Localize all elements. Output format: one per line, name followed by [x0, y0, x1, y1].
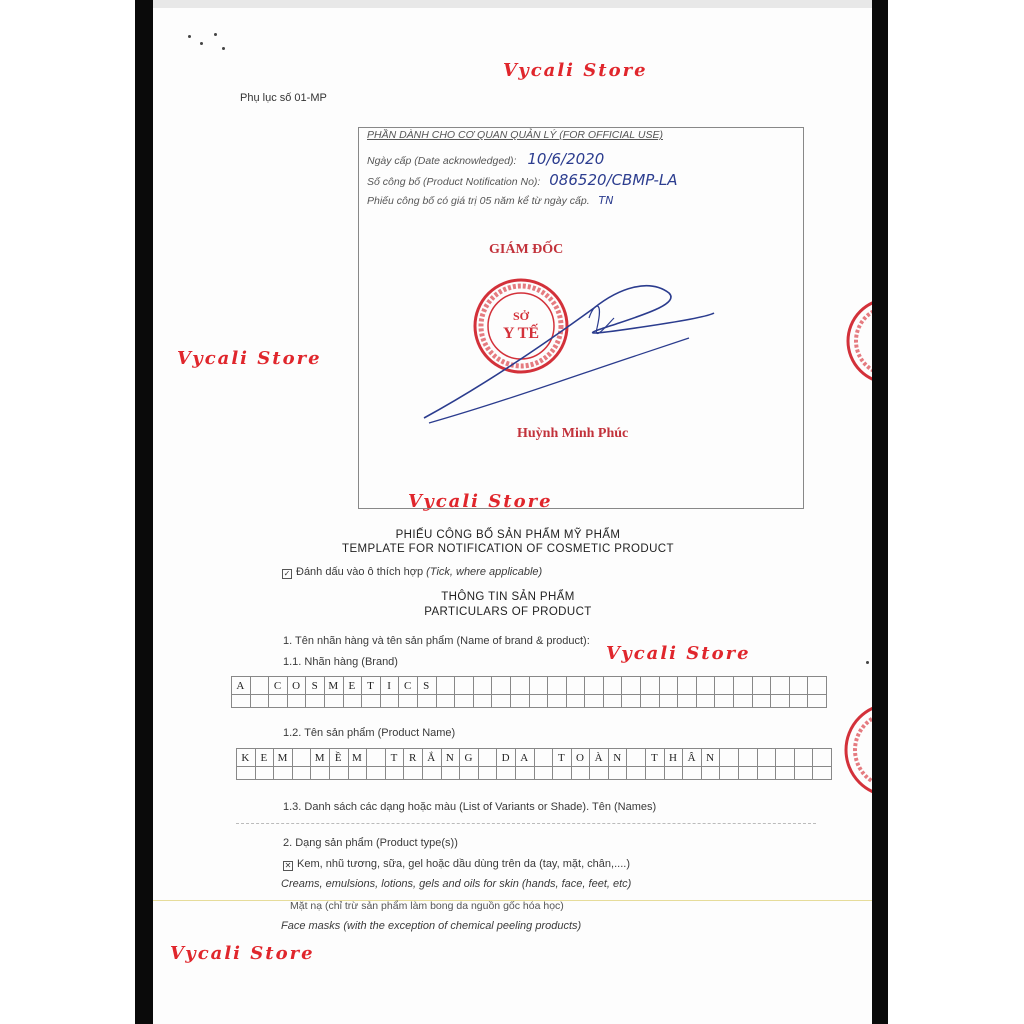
partial-seal-stamp: [842, 700, 872, 800]
brand-letter-cell: I: [380, 677, 399, 695]
grid-cell-empty: [696, 695, 715, 708]
brand-letter-cell: [622, 677, 641, 695]
grid-cell-empty: [757, 767, 776, 780]
brand-letter-cell: [771, 677, 790, 695]
product-letter-cell: [813, 749, 832, 767]
scan-speck: [188, 35, 191, 38]
grid-cell-empty: [771, 695, 790, 708]
grid-cell-empty: [608, 767, 627, 780]
product-letter-cell: [739, 749, 758, 767]
product-type-1: [283, 858, 630, 871]
brand-letter-cell: S: [306, 677, 325, 695]
official-use-header: PHẦN DÀNH CHO CƠ QUAN QUẢN LÝ (FOR OFFICIAL USE): [367, 129, 663, 141]
grid-cell-empty: [287, 695, 306, 708]
grid-cell-empty: [603, 695, 622, 708]
brand-letter-cell: [696, 677, 715, 695]
grid-cell-empty: [752, 695, 771, 708]
grid-cell-empty: [808, 695, 827, 708]
item-1-3-label: 1.3. Danh sách các dạng hoặc màu (List of Variants or Shade). Tên (Names): [283, 801, 657, 813]
grid-cell-empty: [571, 767, 590, 780]
grid-cell-empty: [404, 767, 423, 780]
brand-letter-cell: [436, 677, 455, 695]
grid-cell-empty: [436, 695, 455, 708]
watermark: Vycali Store: [408, 491, 553, 512]
grid-cell-empty: [701, 767, 720, 780]
dotted-line: [236, 823, 816, 824]
watermark: Vycali Store: [177, 348, 322, 369]
grid-cell-empty: [460, 767, 479, 780]
product-letter-cell: R: [404, 749, 423, 767]
scan-speck: [200, 42, 203, 45]
product-letter-cell: A: [515, 749, 534, 767]
date-acknowledged-value: 10/6/2020: [527, 150, 605, 168]
grid-cell-empty: [739, 767, 758, 780]
grid-cell-empty: [274, 767, 293, 780]
grid-cell-empty: [269, 695, 288, 708]
product-letter-cell: T: [646, 749, 665, 767]
product-letter-cell: [794, 749, 813, 767]
grid-cell-empty: [385, 767, 404, 780]
product-type-1-en: Creams, emulsions, lotions, gels and oils for skin (hands, face, feet, etc): [281, 878, 632, 890]
grid-cell-empty: [715, 695, 734, 708]
validity-text: Phiếu công bố có giá trị 05 năm kể từ ngày cấp.: [367, 195, 590, 207]
grid-cell-empty: [590, 767, 609, 780]
brand-letter-cell: [548, 677, 567, 695]
grid-cell-empty: [329, 767, 348, 780]
grid-cell-empty: [367, 767, 386, 780]
brand-letter-cell: O: [287, 677, 306, 695]
section-title-en: PARTICULARS OF PRODUCT: [424, 606, 592, 618]
product-letter-cell: T: [553, 749, 572, 767]
grid-cell-empty: [492, 695, 511, 708]
grid-cell-empty: [473, 695, 492, 708]
item-1-1-label: 1.1. Nhãn hàng (Brand): [283, 656, 398, 668]
brand-letter-cell: T: [362, 677, 381, 695]
grid-cell-empty: [441, 767, 460, 780]
grid-cell-empty: [292, 767, 311, 780]
grid-cell-empty: [343, 695, 362, 708]
brand-letter-cell: A: [232, 677, 251, 695]
item-2-label: 2. Dạng sản phẩm (Product type(s)): [283, 837, 458, 849]
grid-cell-empty: [627, 767, 646, 780]
product-name-grid: [236, 748, 832, 780]
product-letter-cell: [292, 749, 311, 767]
form-title-en: TEMPLATE FOR NOTIFICATION OF COSMETIC PRODUCT: [342, 543, 674, 555]
product-letter-cell: [776, 749, 795, 767]
grid-cell-empty: [566, 695, 585, 708]
grid-cell-empty: [585, 695, 604, 708]
section-title-vi: THÔNG TIN SẢN PHẨM: [441, 591, 575, 603]
product-letter-cell: N: [701, 749, 720, 767]
grid-cell-empty: [455, 695, 474, 708]
svg-text:Y TẾ: Y TẾ: [502, 325, 540, 342]
brand-letter-cell: [789, 677, 808, 695]
product-letter-cell: [757, 749, 776, 767]
date-acknowledged-row: [367, 150, 604, 168]
product-type-2-vi: Mặt nạ (chỉ trừ sản phẩm làm bong da nguồn gốc hóa học): [290, 900, 564, 912]
grid-cell-empty: [622, 695, 641, 708]
signer-name: Huỳnh Minh Phúc: [517, 426, 629, 441]
brand-letter-cell: [715, 677, 734, 695]
product-type-1-vi: Kem, nhũ tương, sữa, gel hoặc dầu dùng trên da (tay, mặt, chân,....): [297, 858, 630, 870]
tick-note-en: (Tick, where applicable): [426, 566, 543, 578]
grid-cell-empty: [646, 767, 665, 780]
product-letter-cell: E: [255, 749, 274, 767]
brand-letter-cell: [566, 677, 585, 695]
grid-cell-empty: [237, 767, 256, 780]
product-letter-cell: K: [237, 749, 256, 767]
grid-cell-empty: [641, 695, 660, 708]
left-black-border: [135, 0, 153, 1024]
brand-letter-cell: [808, 677, 827, 695]
notification-number-value: 086520/CBMP-LA: [549, 171, 678, 189]
grid-cell-empty: [529, 695, 548, 708]
grid-cell-empty: [789, 695, 808, 708]
notification-number-label: Số công bố (Product Notification No):: [367, 176, 541, 188]
brand-letter-cell: [510, 677, 529, 695]
grid-cell-empty: [232, 695, 251, 708]
product-letter-cell: [478, 749, 497, 767]
brand-letter-cell: [455, 677, 474, 695]
brand-letter-cell: [250, 677, 269, 695]
grid-cell-empty: [417, 695, 436, 708]
grid-cell-empty: [348, 767, 367, 780]
grid-cell-empty: [362, 695, 381, 708]
product-letter-cell: D: [497, 749, 516, 767]
product-letter-cell: [627, 749, 646, 767]
product-type-2-en: Face masks (with the exception of chemical peeling products): [281, 920, 582, 932]
product-letter-cell: N: [608, 749, 627, 767]
scan-speck: [214, 33, 217, 36]
grid-cell-empty: [534, 767, 553, 780]
checkbox-checked-icon: ✕: [284, 861, 292, 870]
partial-seal-stamp: [845, 296, 872, 386]
official-use-box: [358, 127, 804, 509]
grid-cell-empty: [776, 767, 795, 780]
item-1-2-label: 1.2. Tên sản phẩm (Product Name): [283, 727, 456, 739]
watermark: Vycali Store: [503, 60, 648, 81]
appendix-label: Phụ lục số 01-MP: [240, 92, 327, 104]
checkbox-icon: ✓: [283, 569, 291, 578]
tick-note-vi: Đánh dấu vào ô thích hợp: [296, 566, 424, 578]
grid-cell-empty: [659, 695, 678, 708]
brand-letter-cell: [529, 677, 548, 695]
item-1-label: 1. Tên nhãn hàng và tên sản phẩm (Name of brand & product):: [283, 635, 590, 647]
grid-cell-empty: [422, 767, 441, 780]
product-letter-cell: [534, 749, 553, 767]
grid-cell-empty: [250, 695, 269, 708]
brand-letter-cell: C: [399, 677, 418, 695]
brand-letter-cell: [659, 677, 678, 695]
product-letter-cell: O: [571, 749, 590, 767]
brand-letter-cell: M: [324, 677, 343, 695]
scan-speck: [866, 661, 869, 664]
grid-cell-empty: [664, 767, 683, 780]
scan-speck: [222, 47, 225, 50]
tick-note: [282, 566, 542, 579]
product-letter-cell: M: [348, 749, 367, 767]
product-letter-cell: T: [385, 749, 404, 767]
product-letter-cell: H: [664, 749, 683, 767]
brand-letter-cell: [641, 677, 660, 695]
grid-cell-empty: [720, 767, 739, 780]
grid-cell-empty: [478, 767, 497, 780]
product-letter-cell: G: [460, 749, 479, 767]
brand-letter-cell: S: [417, 677, 436, 695]
product-letter-cell: Â: [683, 749, 702, 767]
validity-row: [367, 194, 614, 207]
product-letter-cell: À: [590, 749, 609, 767]
product-letter-cell: M: [274, 749, 293, 767]
grid-cell-empty: [380, 695, 399, 708]
grid-cell-empty: [306, 695, 325, 708]
product-letter-cell: [720, 749, 739, 767]
grid-cell-empty: [255, 767, 274, 780]
date-acknowledged-label: Ngày cấp (Date acknowledged):: [367, 155, 517, 167]
initials-mark: TN: [598, 194, 614, 207]
grid-cell-empty: [399, 695, 418, 708]
watermark: Vycali Store: [606, 643, 751, 664]
grid-cell-empty: [678, 695, 697, 708]
brand-letter-cell: [734, 677, 753, 695]
grid-cell-empty: [794, 767, 813, 780]
grid-cell-empty: [548, 695, 567, 708]
brand-letter-cell: C: [269, 677, 288, 695]
grid-cell-empty: [311, 767, 330, 780]
brand-letter-cell: [678, 677, 697, 695]
handwritten-signature: [419, 268, 719, 428]
right-black-border: [872, 0, 888, 1024]
product-letter-cell: M: [311, 749, 330, 767]
grid-cell-empty: [510, 695, 529, 708]
product-letter-cell: Ề: [329, 749, 348, 767]
grid-cell-empty: [683, 767, 702, 780]
brand-letter-cell: E: [343, 677, 362, 695]
grid-cell-empty: [324, 695, 343, 708]
brand-letter-cell: [492, 677, 511, 695]
grid-cell-empty: [553, 767, 572, 780]
brand-letter-cell: [752, 677, 771, 695]
product-letter-cell: Ắ: [422, 749, 441, 767]
watermark: Vycali Store: [170, 943, 315, 964]
product-letter-cell: [367, 749, 386, 767]
form-title-vi: PHIẾU CÔNG BỐ SẢN PHẨM MỸ PHẨM: [395, 529, 621, 541]
grid-cell-empty: [497, 767, 516, 780]
brand-grid: [231, 676, 827, 708]
brand-letter-cell: [585, 677, 604, 695]
grid-cell-empty: [734, 695, 753, 708]
grid-cell-empty: [813, 767, 832, 780]
grid-cell-empty: [515, 767, 534, 780]
svg-text:SỞ: SỞ: [512, 309, 530, 323]
product-letter-cell: N: [441, 749, 460, 767]
director-title: GIÁM ĐỐC: [489, 242, 564, 257]
brand-letter-cell: [473, 677, 492, 695]
notification-number-row: [367, 171, 678, 189]
brand-letter-cell: [603, 677, 622, 695]
